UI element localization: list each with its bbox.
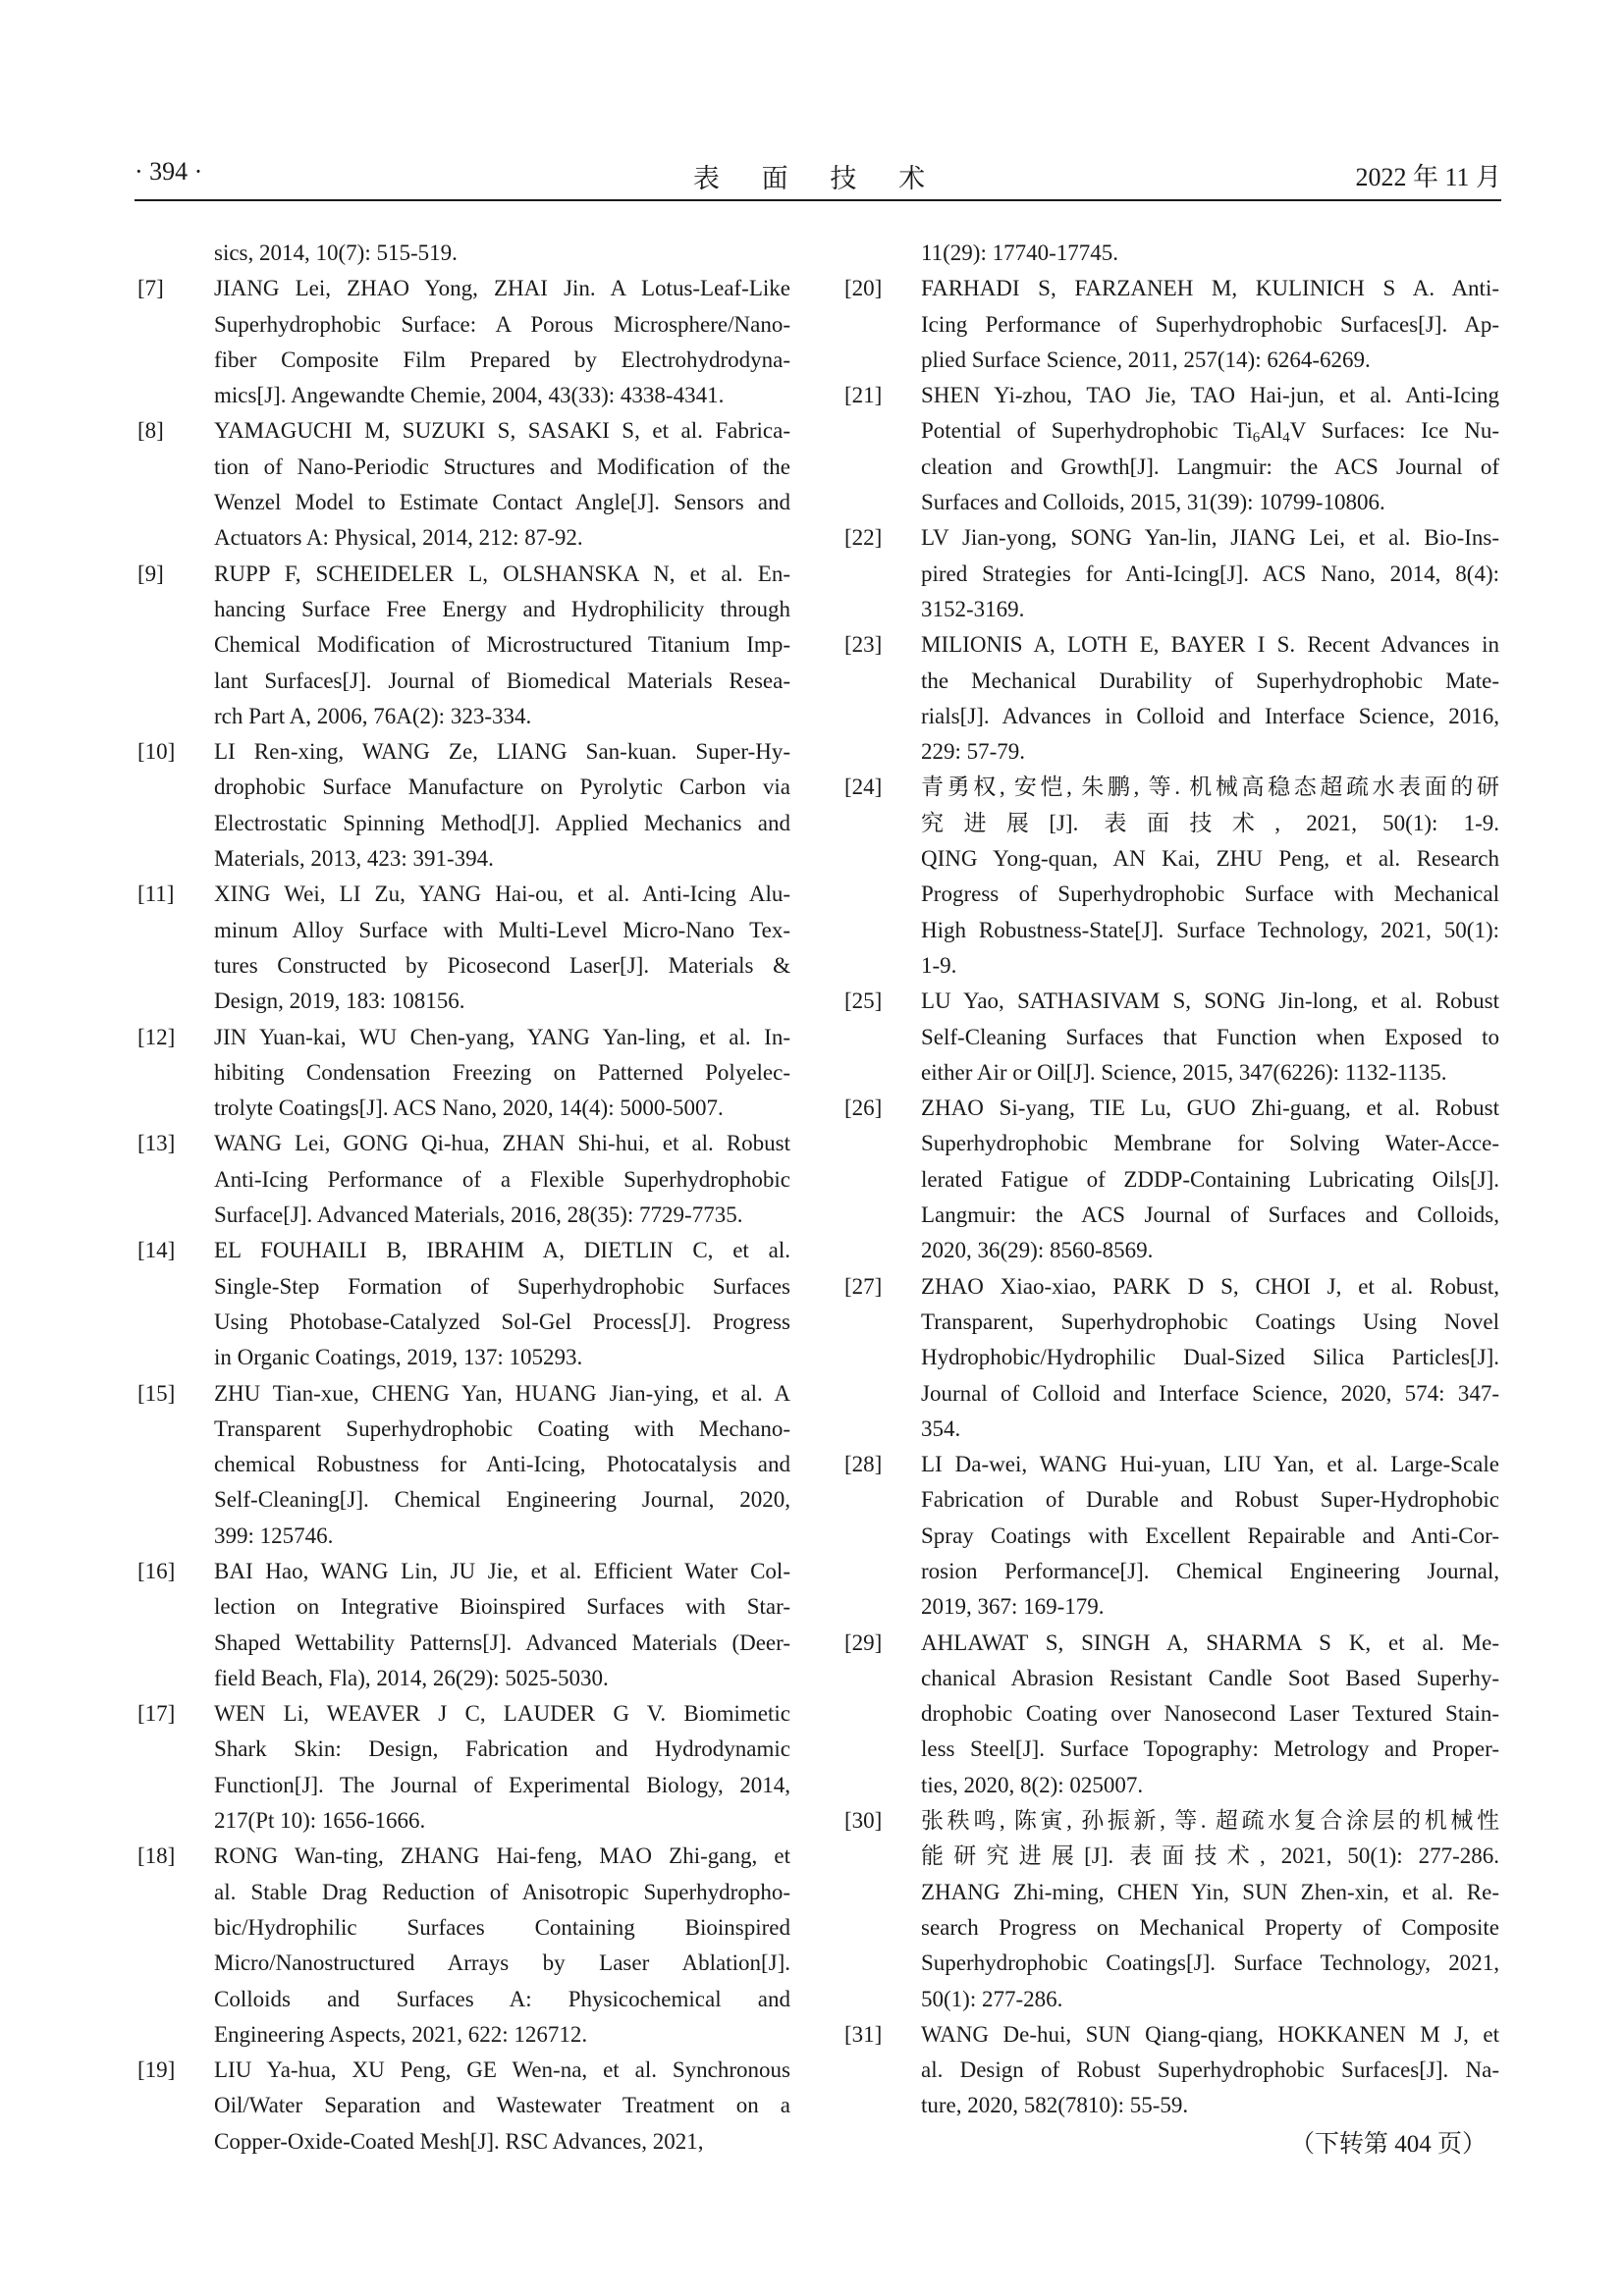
reference-number: [16]	[137, 1558, 176, 1583]
reference-number: [10]	[137, 739, 176, 765]
reference-line: JIN Yuan-kai, WU Chen-yang, YANG Yan-ling, et al. In-	[214, 1024, 790, 1049]
reference-line: Hydrophobic/Hydrophilic Dual-Sized Silica Particles[J].	[921, 1345, 1499, 1370]
reference-line: cleation and Growth[J]. Langmuir: the ACS Journal of	[921, 454, 1499, 479]
reference-line: Transparent Superhydrophobic Coating with Mechano-	[214, 1415, 790, 1441]
reference-line: less Steel[J]. Surface Topography: Metrology and Proper-	[921, 1736, 1499, 1762]
reference-line: Oil/Water Separation and Wastewater Treatment on a	[214, 2093, 790, 2118]
reference-line: 2020, 36(29): 8560-8569.	[921, 1238, 1154, 1263]
reference-line: High Robustness-State[J]. Surface Technology, 2021, 50(1):	[921, 917, 1499, 942]
reference-number: [18]	[137, 1843, 176, 1869]
reference-line: lection on Integrative Bioinspired Surfaces with Star-	[214, 1594, 790, 1620]
reference-number: [28]	[844, 1452, 883, 1477]
reference-entry	[137, 1554, 790, 1696]
reference-line: LU Yao, SATHASIVAM S, SONG Jin-long, et al. Robust	[921, 988, 1499, 1014]
reference-number: [31]	[844, 2021, 883, 2047]
reference-line: Surface[J]. Advanced Materials, 2016, 28(35): 7729-7735.	[214, 1202, 743, 1228]
reference-line: 217(Pt 10): 1656-1666.	[214, 1808, 426, 1834]
reference-line: QING Yong-quan, AN Kai, ZHU Peng, et al. Research	[921, 846, 1499, 872]
reference-line: Design, 2019, 183: 108156.	[214, 988, 465, 1014]
reference-line: ZHAO Si-yang, TIE Lu, GUO Zhi-guang, et al. Robust	[921, 1095, 1499, 1121]
reference-entry	[844, 1803, 1499, 2017]
reference-line: 张秩鸣, 陈寅, 孙振新, 等. 超疏水复合涂层的机械性	[921, 1808, 1499, 1834]
reference-line: ties, 2020, 8(2): 025007.	[921, 1772, 1144, 1797]
reference-entry	[844, 2017, 1499, 2124]
reference-entry	[844, 378, 1499, 520]
reference-line: 354.	[921, 1415, 961, 1441]
reference-line: FARHADI S, FARZANEH M, KULINICH S A. Anti-	[921, 276, 1499, 301]
reference-line: 229: 57-79.	[921, 739, 1026, 765]
reference-line: RONG Wan-ting, ZHANG Hai-feng, MAO Zhi-gang, et	[214, 1843, 790, 1869]
reference-line: Spray Coatings with Excellent Repairable and Anti-Cor-	[921, 1522, 1499, 1548]
reference-line: lant Surfaces[J]. Journal of Biomedical Materials Resea-	[214, 667, 790, 693]
reference-line: Journal of Colloid and Interface Science, 2020, 574: 347-	[921, 1380, 1499, 1406]
page-header	[135, 157, 1501, 200]
reference-line: Surfaces and Colloids, 2015, 31(39): 10799-10806.	[921, 490, 1385, 515]
reference-line: 3152-3169.	[921, 596, 1025, 621]
reference-line: Superhydrophobic Surface: A Porous Microsphere/Nano-	[214, 311, 790, 337]
reference-line: hibiting Condensation Freezing on Patterned Polyelec-	[214, 1059, 790, 1085]
reference-line: pired Strategies for Anti-Icing[J]. ACS Nano, 2014, 8(4):	[921, 561, 1499, 586]
reference-number: [20]	[844, 276, 883, 301]
reference-line: Shark Skin: Design, Fabrication and Hydrodynamic	[214, 1736, 790, 1762]
reference-line: LIU Ya-hua, XU Peng, GE Wen-na, et al. Synchronous	[214, 2057, 790, 2083]
left-column	[137, 236, 790, 2160]
reference-number: [26]	[844, 1095, 883, 1121]
reference-line: rials[J]. Advances in Colloid and Interface Science, 2016,	[921, 703, 1499, 728]
reference-line: Progress of Superhydrophobic Surface with Mechanical	[921, 881, 1499, 907]
reference-line: rosion Performance[J]. Chemical Engineering Journal,	[921, 1558, 1499, 1583]
reference-entry	[137, 877, 790, 1019]
reference-line: 50(1): 277-286.	[921, 1986, 1063, 2011]
reference-line: Chemical Modification of Microstructured Titanium Imp-	[214, 632, 790, 658]
reference-number: [21]	[844, 383, 883, 408]
reference-line: Materials, 2013, 423: 391-394.	[214, 846, 494, 872]
reference-entry	[844, 271, 1499, 378]
reference-line: Self-Cleaning[J]. Chemical Engineering Journal, 2020,	[214, 1487, 790, 1513]
reference-line: WANG De-hui, SUN Qiang-qiang, HOKKANEN M J, et	[921, 2021, 1499, 2047]
reference-line: WANG Lei, GONG Qi-hua, ZHAN Shi-hui, et al. Robust	[214, 1131, 790, 1156]
reference-number: [17]	[137, 1701, 176, 1727]
reference-entry	[844, 1626, 1499, 1803]
reference-entry	[137, 557, 790, 734]
reference-line: Superhydrophobic Membrane for Solving Water-Acce-	[921, 1131, 1499, 1156]
reference-line: YAMAGUCHI M, SUZUKI S, SASAKI S, et al. Fabrica-	[214, 418, 790, 444]
reference-line: 究进展[J]. 表面技术, 2021, 50(1): 1-9.	[921, 810, 1499, 835]
header-rule	[135, 199, 1501, 201]
reference-line: ture, 2020, 582(7810): 55-59.	[921, 2093, 1189, 2118]
reference-entry	[137, 1696, 790, 1839]
reference-line: Wenzel Model to Estimate Contact Angle[J]. Sensors and	[214, 490, 790, 515]
continued-note: （下转第 404 页）	[1289, 2131, 1487, 2158]
reference-entry	[844, 627, 1499, 770]
reference-line: tion of Nano-Periodic Structures and Modification of the	[214, 454, 790, 479]
reference-line: Potential of Superhydrophobic $Ti_6Al_4V$ Surfaces: Ice Nu-	[921, 418, 1499, 447]
reference-line: chanical Abrasion Resistant Candle Soot Based Superhy-	[921, 1665, 1499, 1690]
reference-line: 2019, 367: 169-179.	[921, 1594, 1105, 1620]
reference-line: drophobic Surface Manufacture on Pyrolytic Carbon via	[214, 774, 790, 800]
reference-line: either Air or Oil[J]. Science, 2015, 347(6226): 1132-1135.	[921, 1059, 1447, 1085]
reference-line: JIANG Lei, ZHAO Yong, ZHAI Jin. A Lotus-Leaf-Like	[214, 276, 790, 301]
reference-line: Langmuir: the ACS Journal of Surfaces and Colloids,	[921, 1202, 1499, 1228]
continuation-line: 11(29): 17740-17745.	[921, 240, 1119, 265]
reference-number: [8]	[137, 418, 164, 444]
reference-line: Engineering Aspects, 2021, 622: 126712.	[214, 2021, 588, 2047]
reference-number: [30]	[844, 1808, 883, 1834]
reference-line: Actuators A: Physical, 2014, 212: 87-92.	[214, 525, 583, 551]
reference-line: rch Part A, 2006, 76A(2): 323-334.	[214, 703, 532, 728]
reference-number: [7]	[137, 276, 164, 301]
journal-title: 表 面 技 术	[692, 164, 944, 193]
reference-line: in Organic Coatings, 2019, 137: 105293.	[214, 1345, 583, 1370]
reference-line: the Mechanical Durability of Superhydrophobic Mate-	[921, 667, 1499, 693]
reference-entry	[137, 1376, 790, 1554]
reference-entry	[844, 1091, 1499, 1268]
reference-line: 青勇权, 安恺, 朱鹏, 等. 机械高稳态超疏水表面的研	[921, 774, 1499, 800]
reference-line: hancing Surface Free Energy and Hydrophilicity through	[214, 596, 790, 621]
reference-line: Micro/Nanostructured Arrays by Laser Ablation[J].	[214, 1950, 790, 1976]
reference-number: [22]	[844, 525, 883, 551]
reference-entry	[137, 1233, 790, 1375]
reference-line: chemical Robustness for Anti-Icing, Photocatalysis and	[214, 1452, 790, 1477]
reference-entry	[844, 770, 1499, 984]
page-number: · 394 ·	[135, 157, 203, 186]
reference-number: [24]	[844, 774, 883, 800]
reference-line: 399: 125746.	[214, 1522, 334, 1548]
reference-entry	[137, 1839, 790, 2053]
reference-line: al. Design of Robust Superhydrophobic Surfaces[J]. Na-	[921, 2057, 1499, 2083]
reference-line: mics[J]. Angewandte Chemie, 2004, 43(33): 4338-4341.	[214, 383, 725, 408]
reference-line: XING Wei, LI Zu, YANG Hai-ou, et al. Anti-Icing Alu-	[214, 881, 790, 907]
reference-number: [23]	[844, 632, 883, 658]
reference-line: ZHANG Zhi-ming, CHEN Yin, SUN Zhen-xin, et al. Re-	[921, 1879, 1499, 1904]
reference-entry	[137, 2053, 790, 2160]
reference-line: ZHU Tian-xue, CHENG Yan, HUANG Jian-ying, et al. A	[214, 1380, 790, 1406]
reference-line: Colloids and Surfaces A: Physicochemical and	[214, 1986, 790, 2011]
reference-line: LI Ren-xing, WANG Ze, LIANG San-kuan. Super-Hy-	[214, 739, 790, 765]
reference-line: LV Jian-yong, SONG Yan-lin, JIANG Lei, et al. Bio-Ins-	[921, 525, 1499, 551]
reference-number: [11]	[137, 881, 175, 907]
reference-line: Transparent, Superhydrophobic Coatings Using Novel	[921, 1308, 1499, 1334]
reference-line: drophobic Coating over Nanosecond Laser Textured Stain-	[921, 1701, 1499, 1727]
reference-number: [13]	[137, 1131, 176, 1156]
reference-line: BAI Hao, WANG Lin, JU Jie, et al. Efficient Water Col-	[214, 1558, 790, 1583]
reference-line: plied Surface Science, 2011, 257(14): 6264-6269.	[921, 347, 1371, 372]
reference-entry	[844, 520, 1499, 627]
reference-entry	[137, 1020, 790, 1127]
reference-line: al. Stable Drag Reduction of Anisotropic Superhydropho-	[214, 1879, 790, 1904]
reference-line: Copper-Oxide-Coated Mesh[J]. RSC Advances, 2021,	[214, 2128, 704, 2154]
reference-entry	[844, 1269, 1499, 1447]
reference-number: [27]	[844, 1273, 883, 1299]
reference-line: bic/Hydrophilic Surfaces Containing Bioinspired	[214, 1914, 790, 1940]
reference-line: 能研究进展[J]. 表面技术, 2021, 50(1): 277-286.	[921, 1843, 1499, 1869]
reference-line: SHEN Yi-zhou, TAO Jie, TAO Hai-jun, et al. Anti-Icing	[921, 383, 1499, 408]
reference-number: [19]	[137, 2057, 176, 2083]
reference-entry	[844, 1447, 1499, 1625]
reference-line: Self-Cleaning Surfaces that Function when Exposed to	[921, 1024, 1499, 1049]
reference-line: Using Photobase-Catalyzed Sol-Gel Process[J]. Progress	[214, 1308, 790, 1334]
reference-entry	[137, 734, 790, 877]
reference-line: Function[J]. The Journal of Experimental Biology, 2014,	[214, 1772, 790, 1797]
reference-line: fiber Composite Film Prepared by Electrohydrodyna-	[214, 347, 790, 372]
reference-number: [14]	[137, 1238, 176, 1263]
reference-line: Superhydrophobic Coatings[J]. Surface Technology, 2021,	[921, 1950, 1499, 1976]
reference-entry	[137, 271, 790, 413]
right-column	[844, 236, 1499, 2124]
issue-date: 2022 年 11 月	[1355, 163, 1501, 191]
reference-line: minum Alloy Surface with Multi-Level Micro-Nano Tex-	[214, 917, 790, 942]
reference-line: ZHAO Xiao-xiao, PARK D S, CHOI J, et al. Robust,	[921, 1273, 1499, 1299]
reference-number: [25]	[844, 988, 883, 1014]
reference-line: lerated Fatigue of ZDDP-Containing Lubricating Oils[J].	[921, 1166, 1499, 1192]
reference-line: RUPP F, SCHEIDELER L, OLSHANSKA N, et al. En-	[214, 561, 790, 586]
reference-number: [9]	[137, 561, 164, 586]
reference-line: Shaped Wettability Patterns[J]. Advanced Materials (Deer-	[214, 1629, 790, 1655]
reference-line: MILIONIS A, LOTH E, BAYER I S. Recent Advances in	[921, 632, 1499, 658]
reference-line: field Beach, Fla), 2014, 26(29): 5025-5030.	[214, 1665, 609, 1690]
reference-line: trolyte Coatings[J]. ACS Nano, 2020, 14(4): 5000-5007.	[214, 1095, 724, 1121]
reference-number: [12]	[137, 1024, 176, 1049]
reference-line: AHLAWAT S, SINGH A, SHARMA S K, et al. Me-	[921, 1629, 1499, 1655]
reference-line: 1-9.	[921, 952, 957, 978]
reference-line: Electrostatic Spinning Method[J]. Applied Mechanics and	[214, 810, 790, 835]
reference-line: search Progress on Mechanical Property of Composite	[921, 1914, 1499, 1940]
reference-line: EL FOUHAILI B, IBRAHIM A, DIETLIN C, et al.	[214, 1238, 790, 1263]
reference-line: tures Constructed by Picosecond Laser[J]. Materials &	[214, 952, 790, 978]
continuation-line: sics, 2014, 10(7): 515-519.	[214, 240, 458, 265]
reference-line: LI Da-wei, WANG Hui-yuan, LIU Yan, et al. Large-Scale	[921, 1452, 1499, 1477]
reference-entry	[137, 1126, 790, 1233]
reference-line: WEN Li, WEAVER J C, LAUDER G V. Biomimetic	[214, 1701, 790, 1727]
reference-line: Single-Step Formation of Superhydrophobic Surfaces	[214, 1273, 790, 1299]
reference-entry	[137, 413, 790, 556]
reference-line: Anti-Icing Performance of a Flexible Superhydrophobic	[214, 1166, 790, 1192]
reference-line: Icing Performance of Superhydrophobic Surfaces[J]. Ap-	[921, 311, 1499, 337]
reference-entry	[844, 984, 1499, 1091]
reference-number: [29]	[844, 1629, 883, 1655]
reference-line: Fabrication of Durable and Robust Super-Hydrophobic	[921, 1487, 1499, 1513]
reference-number: [15]	[137, 1380, 176, 1406]
